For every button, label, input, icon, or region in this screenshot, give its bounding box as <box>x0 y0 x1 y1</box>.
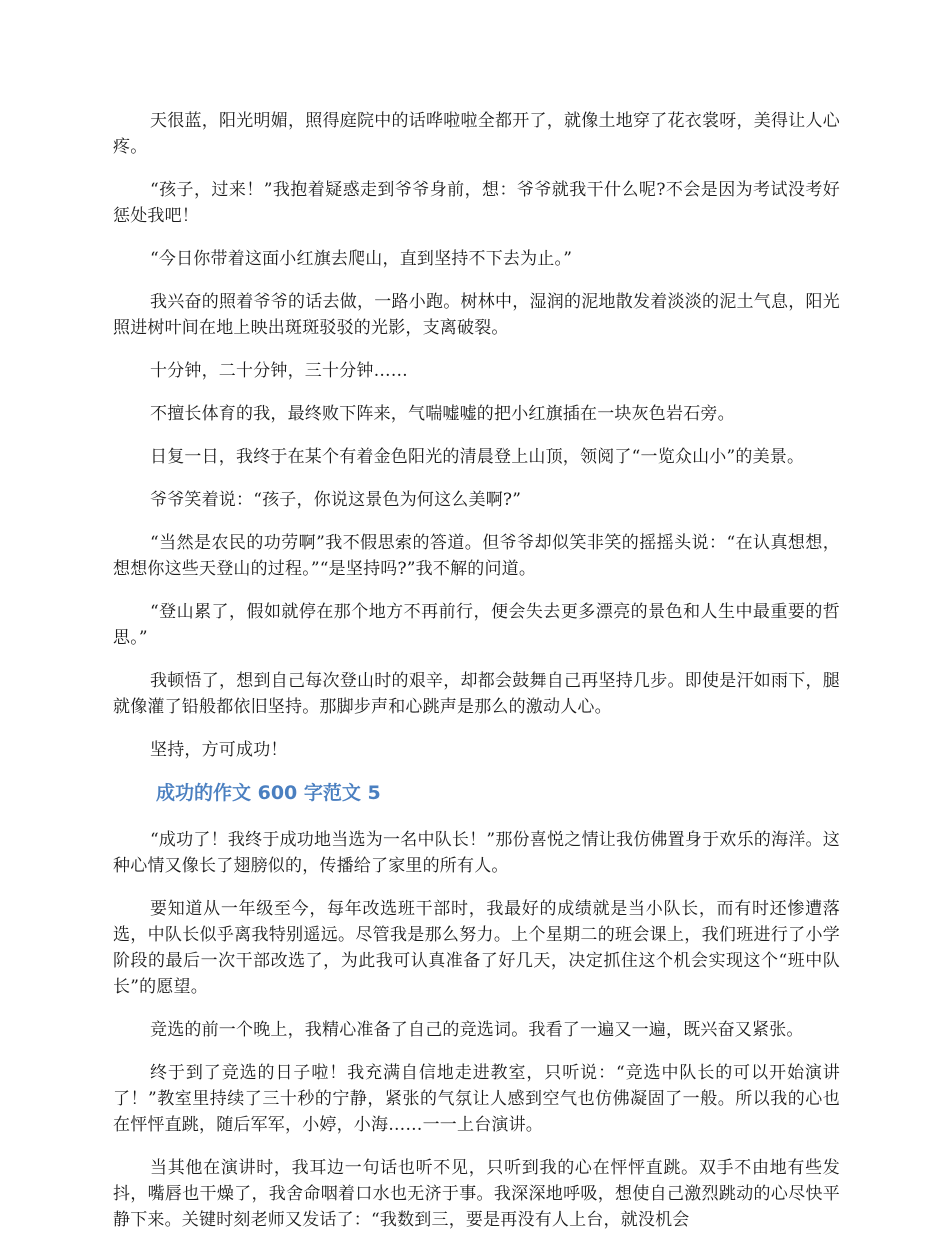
paragraph: 十分钟，二十分钟，三十分钟…… <box>150 361 408 381</box>
paragraph: 天很蓝，阳光明媚，照得庭院中的话哗啦啦全都开了，就像土地穿了花衣裳呀，美得让人心疼。 <box>113 111 840 157</box>
paragraph: “今日你带着这面小红旗去爬山，直到坚持不下去为止。” <box>150 249 573 269</box>
section-heading: 成功的作文 600 字范文 5 <box>156 782 381 804</box>
paragraph: 当其他在演讲时，我耳边一句话也听不见，只听到我的心在怦怦直跳。双手不由地有些发抖，嘴唇也干燥了，我舍命咽着口水也无济于事。我深深地呼吸，想使自己激烈跳动的心尽快平静下来。关键时刻老师又发话了：“我数到三，要是再没有人上台，就没机会 <box>113 1158 840 1230</box>
paragraph: “当然是农民的功劳啊”我不假思索的答道。但爷爷却似笑非笑的摇摇头说：“在认真想想，想想你这些天登山的过程。”“是坚持吗?”我不解的问道。 <box>113 533 840 579</box>
paragraph: 我兴奋的照着爷爷的话去做，一路小跑。树林中，湿润的泥地散发着淡淡的泥土气息，阳光照进树叶间在地上映出斑斑驳驳的光影，支离破裂。 <box>113 292 840 338</box>
paragraph: 爷爷笑着说：“孩子，你说这景色为何这么美啊?” <box>150 490 522 510</box>
document-body <box>113 108 840 1250</box>
paragraph: 终于到了竞选的日子啦！我充满自信地走进教室，只听说：“竞选中队长的可以开始演讲了！”教室里持续了三十秒的宁静，紧张的气氛让人感到空气也仿佛凝固了一般。所以我的心也在怦怦直跳，随后军军，小婷，小海……一一上台演讲。 <box>113 1063 840 1135</box>
paragraph: “成功了！我终于成功地当选为一名中队长！”那份喜悦之情让我仿佛置身于欢乐的海洋。这种心情又像长了翅膀似的，传播给了家里的所有人。 <box>113 830 840 876</box>
paragraph: 不擅长体育的我，最终败下阵来，气喘嘘嘘的把小红旗插在一块灰色岩石旁。 <box>150 404 735 424</box>
paragraph: 要知道从一年级至今，每年改选班干部时，我最好的成绩就是当小队长，而有时还惨遭落选，中队长似乎离我特别遥远。尽管我是那么努力。上个星期二的班会课上，我们班进行了小学阶段的最后一次干部改选了，为此我可认真准备了好几天，决定抓住这个机会实现这个“班中队长”的愿望。 <box>113 899 840 997</box>
paragraph: 坚持，方可成功！ <box>150 740 288 760</box>
paragraph: 竞选的前一个晚上，我精心准备了自己的竞选词。我看了一遍又一遍，既兴奋又紧张。 <box>150 1020 804 1040</box>
paragraph: 我顿悟了，想到自己每次登山时的艰辛，却都会鼓舞自己再坚持几步。即使是汗如雨下，腿就像灌了铅般都依旧坚持。那脚步声和心跳声是那么的激动人心。 <box>113 671 840 717</box>
paragraph: “登山累了，假如就停在那个地方不再前行，便会失去更多漂亮的景色和人生中最重要的哲思。” <box>113 602 840 648</box>
paragraph: “孩子，过来！”我抱着疑惑走到爷爷身前，想：爷爷就我干什么呢?不会是因为考试没考好惩处我吧！ <box>113 180 840 226</box>
paragraph: 日复一日，我终于在某个有着金色阳光的清晨登上山顶，领阅了“一览众山小”的美景。 <box>150 447 805 467</box>
